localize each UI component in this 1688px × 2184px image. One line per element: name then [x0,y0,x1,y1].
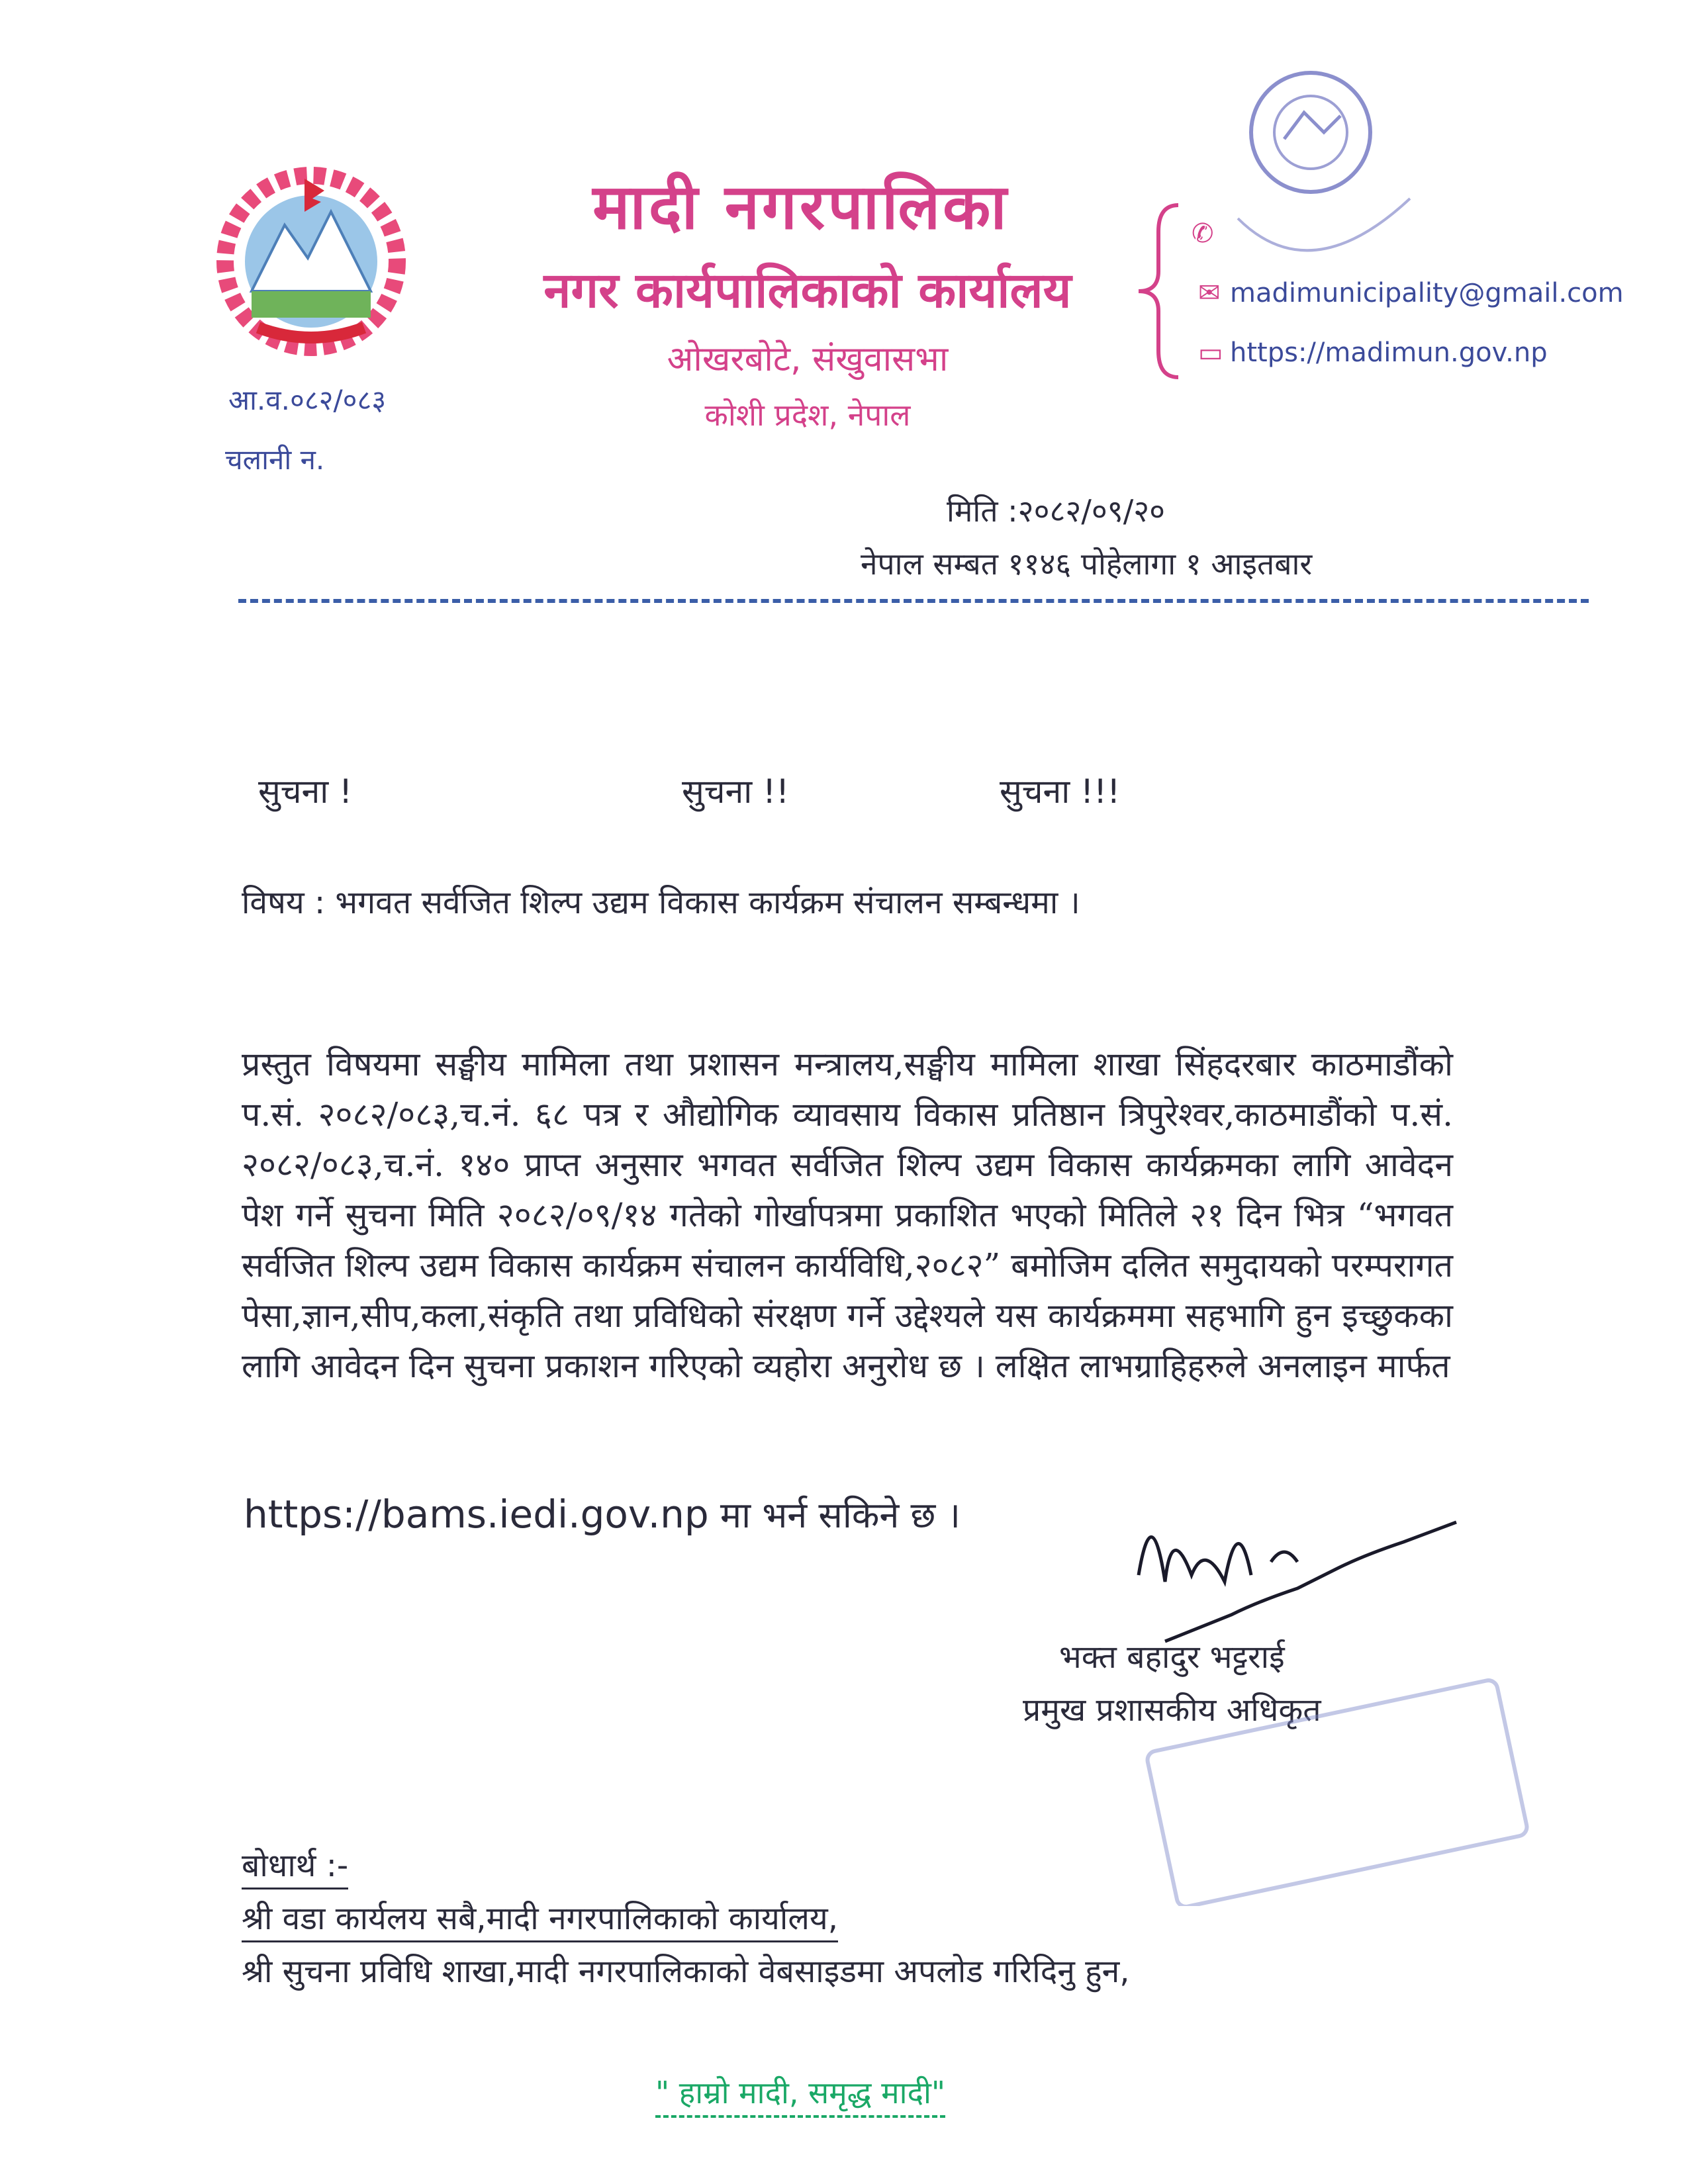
cc-line-2: श्री सुचना प्रविधि शाखा,मादी नगरपालिकाको वेबसाइडमा अपलोड गरिदिनु हुन, [242,1953,1130,1990]
contact-website[interactable] [1198,338,1548,368]
email-text[interactable]: madimunicipality@gmail.com [1230,278,1624,308]
signer-title: प्रमुख प्रशासकीय अधिकृत [1023,1692,1321,1729]
slogan: " हाम्रो मादी, समृद्ध मादी" [655,2071,945,2118]
notice-heading-2: सुचना !! [682,772,790,811]
address-line-2: कोशी प्रदेश, नेपाल [704,397,911,433]
chalani-number: चलानी न. [225,443,325,476]
nepal-government-emblem [199,165,424,357]
name-rubber-stamp [1145,1661,1542,1906]
cc-label: बोधार्थ :- [242,1843,348,1889]
notice-heading-1: सुचना ! [258,772,353,811]
address-line-1: ओखरबोटे, संखुवासभा [667,340,949,379]
contact-phone [1192,218,1223,249]
brace-decoration [1132,199,1185,384]
website-text[interactable]: https://madimun.gov.np [1230,338,1548,368]
office-name: नगर कार्यपालिकाको कार्यालय [543,262,1072,319]
mail-icon: ✉ [1198,278,1221,308]
phone-icon: ✆ [1192,218,1214,249]
handwritten-signature [1125,1482,1470,1648]
subject-line: विषय : भगवत सर्वजित शिल्प उद्यम विकास कार्यक्रम संचालन सम्बन्धमा । [242,884,1080,921]
cc-line-1: श्री वडा कार्यलय सबै,मादी नगरपालिकाको कार्यालय, [242,1896,838,1942]
contact-email[interactable] [1198,278,1624,308]
header-divider [238,599,1589,603]
url-suffix: मा भर्न सकिने छ । [708,1494,961,1536]
municipality-name: मादी नगरपालिका [592,171,1009,244]
notice-heading-3: सुचना !!! [1000,772,1121,811]
url-line [244,1489,961,1538]
date-miti: मिति :२०८२/०९/२० [947,493,1166,529]
fiscal-year: आ.व.०८२/०८३ [228,384,387,416]
date-nepal-sambat: नेपाल सम्बत ११४६ पोहेलागा १ आइतबार [861,546,1313,582]
application-url[interactable]: https://bams.iedi.gov.np [244,1492,709,1537]
computer-icon: ▭ [1198,338,1223,368]
letter-body: प्रस्तुत विषयमा सङ्घीय मामिला तथा प्रशासन मन्त्रालय,सङ्घीय मामिला शाखा सिंहदरबार काठमाडौंको प.सं. २०८२/०८३,च.नं. ६८ पत्र र औद्योगिक व्यावसाय विकास प्रतिष्ठान त्रिपुरेश्वर,काठमाडौंको प.सं. २०८२/०८३,च.नं. १४० प्राप्त अनुसार भगवत सर्वजित शिल्प उद्यम विकास कार्यक्रमका लागि आवेदन पेश गर्ने सुचना मिति २०८२/०९/१४ गतेको गोर्खापत्रमा प्रकाशित भएको मितिले २१ दिन भित्र “भगवत सर्वजित शिल्प उद्यम विकास कार्यक्रम संचालन कार्यविधि,२०८२” बमोजिम दलित समुदायको परम्परागत पेसा,ज्ञान,सीप,कला,संकृति तथा प्रविधिको संरक्षण गर्ने उद्देश्यले यस कार्यक्रममा सहभागि हुन इच्छुकका लागि आवेदन दिन सुचना प्रकाशन गरिएको व्यहोरा अनुरोध छ । लक्षित लाभग्राहिहरुले अनलाइन मार्फत [242,1045,1453,1385]
signer-name: भक्त बहादुर भट्टराई [1059,1639,1285,1676]
